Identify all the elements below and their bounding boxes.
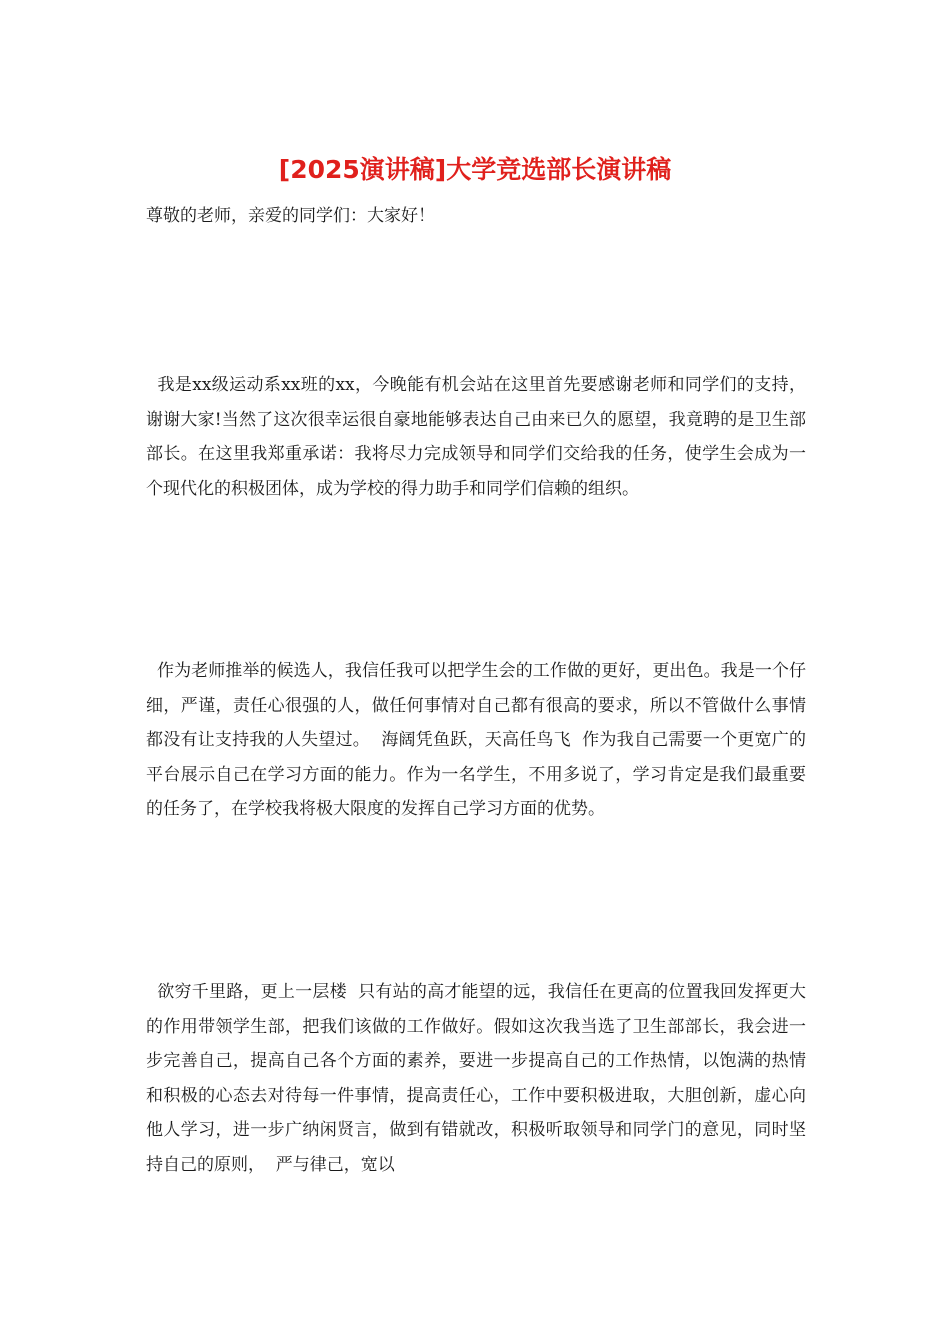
greeting-line: 尊敬的老师，亲爱的同学们：大家好！ (146, 206, 435, 226)
paragraph-2: 作为老师推举的候选人，我信任我可以把学生会的工作做的更好，更出色。我是一个仔细，严谨，责任心很强的人，做任何事情对自己都有很高的要求，所以不管做什么事情都没有让支持我的人失望过。 海阔凭鱼跃，天高任鸟飞 作为我自己需要一个更宽广的平台展示自己在学习方面的能力。作为一名学生，不用多说了，学习肯定是我们最重要的任务了，在学校我将极大限度的发挥自己学习方面的优势。 (146, 661, 807, 819)
paragraph-1: 我是xx级运动系xx班的xx，今晚能有机会站在这里首先要感谢老师和同学们的支持，谢谢大家!当然了这次很幸运很自豪地能够表达自己由来已久的愿望，我竟聘的是卫生部部长。在这里我郑重承诺：我将尽力完成领导和同学们交给我的任务，使学生会成为一个现代化的积极团体，成为学校的得力助手和同学们信赖的组织。 (146, 375, 806, 499)
paragraph-3: 欲穷千里路，更上一层楼 只有站的高才能望的远，我信任在更高的位置我回发挥更大的作用带领学生部，把我们该做的工作做好。假如这次我当选了卫生部部长，我会进一步完善自己，提高自己各个方面的素养，要进一步提高自己的工作热情，以饱满的热情和积极的心态去对待每一件事情，提高责任心，工作中要积极进取，大胆创新，虚心向他人学习，进一步广纳闲贤言，做到有错就改，积极听取领导和同学门的意见，同时坚持自己的原则， 严与律己，宽以 (146, 982, 806, 1175)
document-title: [2025演讲稿]大学竞选部长演讲稿 (278, 155, 672, 184)
